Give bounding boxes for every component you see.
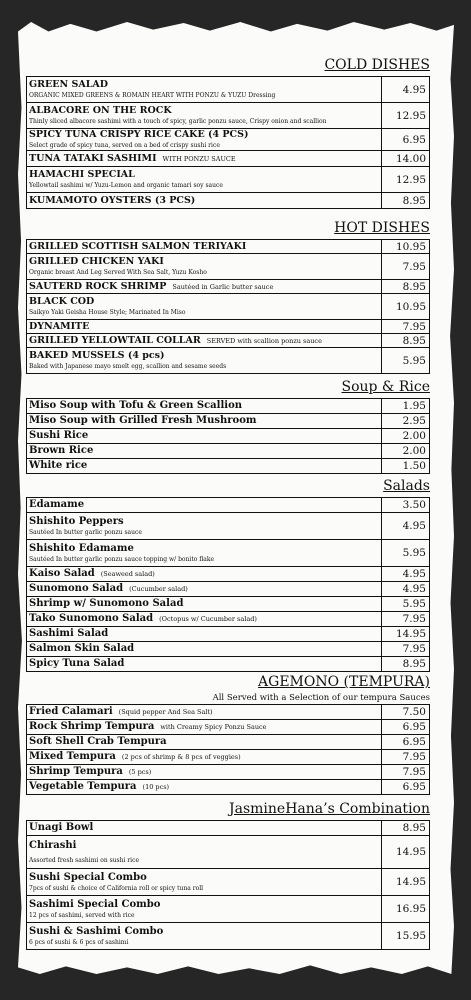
- menu-item-cell: [27, 167, 382, 193]
- menu-item-note: (5 pcs): [128, 768, 152, 776]
- menu-item-price: 8.95: [382, 193, 430, 209]
- menu-item-row: [27, 627, 430, 642]
- menu-item-name: [29, 296, 379, 308]
- menu-item-name-text: GREEN SALAD: [29, 79, 109, 90]
- menu-item-cell: [27, 151, 382, 167]
- menu-item-price: 7.95: [382, 612, 430, 627]
- menu-item-description: Sautéed In butter garlic ponzu sauce: [29, 528, 142, 536]
- menu-item-name: [29, 105, 379, 117]
- menu-item-cell: [27, 399, 382, 414]
- menu-item-name-text: DYNAMITE: [29, 320, 90, 332]
- menu-item-name: [29, 430, 379, 442]
- section-title: Soup & Rice: [341, 379, 430, 395]
- menu-item-price: 16.95: [382, 896, 430, 923]
- menu-item-name-text: Sashimi Salad: [29, 628, 109, 639]
- menu-item-name: [29, 751, 379, 763]
- menu-item-row: [27, 642, 430, 657]
- section-jasminehana-s-combination: [26, 800, 430, 950]
- menu-item-price: 4.95: [382, 77, 430, 103]
- section-agemono-tempura: [26, 673, 430, 795]
- menu-item-row: [27, 836, 430, 869]
- menu-item-name: [29, 445, 379, 457]
- menu-item-cell: [27, 444, 382, 459]
- menu-item-name-text: BLACK COD: [29, 296, 95, 307]
- menu-item-row: [27, 821, 430, 836]
- menu-item-cell: [27, 348, 382, 374]
- menu-item-note: with Creamy Spicy Ponzu Sauce: [160, 723, 267, 731]
- menu-item-name: [29, 460, 379, 472]
- menu-item-name-text: Shishito Edamame: [29, 542, 134, 554]
- menu-table: [26, 76, 430, 209]
- menu-item-name-text: GRILLED SCOTTISH SALMON TERIYAKI: [29, 240, 247, 252]
- menu-item-row: [27, 720, 430, 735]
- menu-item-description: ORGANIC MIXED GREENS & ROMAIN HEART WITH PONZU & YUZU Dressing: [29, 92, 276, 99]
- menu-item-row: [27, 567, 430, 582]
- menu-item-description: Thinly sliced albacore sashimi with a touch of spicy, garlic ponzu sauce, Crispy onion and scallion: [29, 118, 327, 125]
- menu-item-price: 10.95: [382, 294, 430, 320]
- menu-item-price: 4.95: [382, 582, 430, 597]
- menu-item-name: [29, 583, 379, 595]
- menu-item-name: [29, 281, 379, 293]
- menu-item-description: Yellowtail sashimi w/ Yuzu-Lemon and organic tamari soy sauce: [29, 182, 223, 189]
- menu-item-price: 12.95: [382, 103, 430, 129]
- menu-item-name-text: SPICY TUNA CRISPY RICE CAKE (4 PCS): [29, 129, 249, 140]
- menu-item-cell: [27, 429, 382, 444]
- menu-item-description: 7pcs of sushi & choice of California roll or spicy tuna roll: [29, 884, 204, 892]
- menu-item-row: [27, 582, 430, 597]
- menu-item-row: [27, 540, 430, 567]
- menu-item-name-text: Sushi Special Combo: [29, 871, 147, 883]
- menu-item-name-text: Miso Soup with Grilled Fresh Mushroom: [29, 415, 257, 426]
- menu-item-cell: [27, 642, 382, 657]
- menu-item-name-text: TUNA TATAKI SASHIMI: [29, 152, 157, 164]
- menu-item-row: [27, 399, 430, 414]
- menu-item-cell: [27, 735, 382, 750]
- menu-item-row: [27, 334, 430, 348]
- menu-item-row: [27, 193, 430, 209]
- menu-item-name: [29, 598, 379, 610]
- menu-item-name: [29, 872, 379, 884]
- menu-item-name: [29, 568, 379, 580]
- menu-item-cell: [27, 414, 382, 429]
- menu-item-row: [27, 896, 430, 923]
- menu-item-note: (Squid pepper And Sea Salt): [118, 708, 213, 716]
- menu-item-price: 10.95: [382, 240, 430, 254]
- menu-item-row: [27, 294, 430, 320]
- menu-item-price: 5.95: [382, 540, 430, 567]
- menu-item-price: 8.95: [382, 280, 430, 294]
- menu-item-cell: [27, 627, 382, 642]
- menu-item-description: 12 pcs of sashimi, served with rice: [29, 911, 135, 919]
- menu-item-row: [27, 923, 430, 950]
- menu-item-name: [29, 321, 379, 333]
- menu-item-description: Sautéed In butter garlic ponzu sauce topping w/ bonito flake: [29, 555, 215, 563]
- section-salads: [26, 477, 430, 672]
- menu-item-price: 3.50: [382, 498, 430, 513]
- menu-item-name-text: Unagi Bowl: [29, 822, 94, 833]
- section-title: Salads: [383, 478, 430, 494]
- menu-item-price: 1.95: [382, 399, 430, 414]
- menu-item-name-text: KUMAMOTO OYSTERS (3 PCS): [29, 194, 196, 206]
- menu-item-name: [29, 516, 379, 528]
- menu-item-price: 8.95: [382, 657, 430, 672]
- menu-item-name: [29, 613, 379, 625]
- menu-item-cell: [27, 923, 382, 950]
- menu-item-row: [27, 765, 430, 780]
- menu-item-row: [27, 750, 430, 765]
- menu-item-name: [29, 415, 379, 427]
- menu-item-cell: [27, 869, 382, 896]
- menu-item-price: 8.95: [382, 334, 430, 348]
- menu-item-row: [27, 129, 430, 151]
- menu-item-note: (Octopus w/ Cucumber salad): [159, 615, 257, 623]
- menu-item-note: (Seaweed salad): [100, 570, 155, 578]
- menu-item-name: [29, 153, 379, 165]
- menu-item-name: [29, 335, 379, 347]
- menu-item-row: [27, 167, 430, 193]
- menu-item-name: [29, 195, 379, 207]
- menu-item-cell: [27, 513, 382, 540]
- menu-item-cell: [27, 567, 382, 582]
- menu-item-cell: [27, 77, 382, 103]
- menu-item-description: Organic breast And Leg Served With Sea Salt, Yuzu Kosho: [29, 269, 207, 276]
- menu-item-name-text: BAKED MUSSELS (4 pcs): [29, 350, 165, 361]
- menu-item-cell: [27, 240, 382, 254]
- menu-item-row: [27, 597, 430, 612]
- menu-item-cell: [27, 705, 382, 720]
- menu-item-name-text: ALBACORE ON THE ROCK: [29, 105, 172, 116]
- section-title: AGEMONO (TEMPURA): [258, 674, 430, 690]
- menu-item-price: 15.95: [382, 923, 430, 950]
- menu-item-row: [27, 657, 430, 672]
- menu-item-row: [27, 444, 430, 459]
- menu-item-row: [27, 513, 430, 540]
- menu-item-cell: [27, 612, 382, 627]
- menu-item-note: SERVED with scallion ponzu sauce: [206, 336, 322, 345]
- menu-item-cell: [27, 320, 382, 334]
- menu-item-name: [29, 643, 379, 655]
- menu-item-price: 4.95: [382, 513, 430, 540]
- menu-item-name: [29, 79, 379, 91]
- menu-item-price: 6.95: [382, 129, 430, 151]
- menu-item-name-text: Mixed Tempura: [29, 751, 116, 762]
- menu-item-name: [29, 822, 379, 834]
- menu-item-name: [29, 781, 379, 793]
- menu-item-price: 7.95: [382, 642, 430, 657]
- menu-item-price: 7.95: [382, 320, 430, 334]
- menu-item-name-text: GRILLED CHICKEN YAKI: [29, 256, 164, 267]
- menu-item-price: 14.95: [382, 627, 430, 642]
- menu-item-name-text: Soft Shell Crab Tempura: [29, 736, 167, 747]
- menu-item-price: 2.00: [382, 444, 430, 459]
- menu-item-row: [27, 459, 430, 474]
- section-soup-rice: [26, 378, 430, 474]
- menu-item-name-text: SAUTERD ROCK SHRIMP: [29, 280, 167, 292]
- menu-item-name-text: Tako Sunomono Salad: [29, 613, 154, 624]
- menu-item-cell: [27, 459, 382, 474]
- menu-item-name: [29, 241, 379, 253]
- menu-item-row: [27, 498, 430, 513]
- menu-item-price: 14.95: [382, 836, 430, 869]
- menu-item-row: [27, 348, 430, 374]
- section-title: HOT DISHES: [334, 220, 430, 236]
- menu-item-name: [29, 721, 379, 733]
- menu-item-price: 7.50: [382, 705, 430, 720]
- menu-item-name: [29, 840, 379, 852]
- menu-item-name-text: Edamame: [29, 499, 85, 510]
- menu-item-name-text: Rock Shrimp Tempura: [29, 721, 155, 732]
- menu-item-name-text: Vegetable Tempura: [29, 781, 137, 792]
- menu-item-note: Sautéed in Garlic butter sauce: [172, 282, 274, 291]
- menu-item-name-text: Shrimp w/ Sunomono Salad: [29, 598, 184, 609]
- menu-item-price: 1.50: [382, 459, 430, 474]
- menu-item-name-text: Sashimi Special Combo: [29, 898, 161, 910]
- menu-item-name: [29, 766, 379, 778]
- menu-item-cell: [27, 254, 382, 280]
- menu-item-cell: [27, 821, 382, 836]
- menu-item-name-text: Sushi Rice: [29, 430, 89, 441]
- menu-item-cell: [27, 780, 382, 795]
- menu-table: [26, 704, 430, 795]
- menu-item-cell: [27, 750, 382, 765]
- menu-item-row: [27, 151, 430, 167]
- menu-item-description: Baked with Japanese mayo smelt egg, scallion and sesame seeds: [29, 363, 227, 370]
- menu-item-cell: [27, 765, 382, 780]
- menu-item-name: [29, 899, 379, 911]
- menu-item-description: Select grade of spicy tuna, served on a bed of crispy sushi rice: [29, 142, 220, 149]
- menu-item-cell: [27, 896, 382, 923]
- menu-item-row: [27, 869, 430, 896]
- section-cold-dishes: [26, 56, 430, 209]
- menu-item-name-text: Kaiso Salad: [29, 568, 95, 579]
- menu-item-name: [29, 706, 379, 718]
- section-title: JasmineHana’s Combination: [229, 801, 430, 817]
- menu-item-name-text: Shrimp Tempura: [29, 766, 123, 777]
- menu-item-note: (2 pcs of shrimp & 8 pcs of veggies): [121, 753, 241, 761]
- menu-item-name-text: Fried Calamari: [29, 706, 113, 717]
- menu-item-row: [27, 254, 430, 280]
- menu-item-note: WITH PONZU SAUCE: [162, 154, 236, 163]
- menu-table: [26, 398, 430, 474]
- menu-item-row: [27, 612, 430, 627]
- menu-item-price: 14.00: [382, 151, 430, 167]
- menu-item-row: [27, 103, 430, 129]
- menu-table: [26, 239, 430, 374]
- menu-item-name: [29, 543, 379, 555]
- menu-item-cell: [27, 294, 382, 320]
- menu-item-row: [27, 735, 430, 750]
- menu-item-price: 7.95: [382, 750, 430, 765]
- menu-item-name: [29, 129, 379, 141]
- menu-item-cell: [27, 193, 382, 209]
- menu-item-price: 14.95: [382, 869, 430, 896]
- menu-table: [26, 820, 430, 950]
- menu-item-price: 12.95: [382, 167, 430, 193]
- menu-item-name-text: Chirashi: [29, 839, 77, 851]
- section-title: COLD DISHES: [324, 57, 430, 73]
- section-subtitle: All Served with a Selection of our tempura Sauces: [212, 693, 430, 703]
- menu-item-description: 6 pcs of sushi & 6 pcs of sashimi: [29, 938, 129, 946]
- menu-item-price: 7.95: [382, 254, 430, 280]
- menu-item-price: 7.95: [382, 765, 430, 780]
- menu-item-row: [27, 280, 430, 294]
- menu-item-row: [27, 320, 430, 334]
- menu-item-name: [29, 658, 379, 670]
- menu-item-price: 6.95: [382, 780, 430, 795]
- menu-item-name: [29, 736, 379, 748]
- menu-item-name: [29, 499, 379, 511]
- menu-item-cell: [27, 582, 382, 597]
- menu-item-cell: [27, 657, 382, 672]
- menu-item-price: 4.95: [382, 567, 430, 582]
- menu-item-row: [27, 780, 430, 795]
- menu-item-price: 8.95: [382, 821, 430, 836]
- menu-item-name: [29, 628, 379, 640]
- section-hot-dishes: [26, 219, 430, 374]
- menu-table: [26, 497, 430, 672]
- menu-item-row: [27, 429, 430, 444]
- menu-item-description: Assorted fresh sashimi on sushi rice: [29, 856, 140, 864]
- menu-item-name-text: Sushi & Sashimi Combo: [29, 925, 164, 937]
- menu-item-row: [27, 414, 430, 429]
- menu-item-name-text: Shishito Peppers: [29, 515, 124, 527]
- menu-item-price: 2.00: [382, 429, 430, 444]
- menu-item-price: 5.95: [382, 348, 430, 374]
- menu-item-name: [29, 400, 379, 412]
- menu-item-price: 2.95: [382, 414, 430, 429]
- menu-item-name-text: GRILLED YELLOWTAIL COLLAR: [29, 334, 201, 346]
- menu-item-cell: [27, 597, 382, 612]
- menu-item-cell: [27, 720, 382, 735]
- menu-item-cell: [27, 498, 382, 513]
- menu-item-name-text: Spicy Tuna Salad: [29, 658, 125, 669]
- menu-item-name-text: Brown Rice: [29, 445, 94, 456]
- menu-item-price: 6.95: [382, 735, 430, 750]
- menu-item-note: (Cucumber salad): [129, 585, 188, 593]
- menu-item-price: 5.95: [382, 597, 430, 612]
- menu-item-name: [29, 256, 379, 268]
- menu-item-price: 6.95: [382, 720, 430, 735]
- menu-item-note: (10 pcs): [142, 783, 170, 791]
- menu-item-name-text: Sunomono Salad: [29, 583, 124, 594]
- menu-item-cell: [27, 129, 382, 151]
- menu-item-cell: [27, 103, 382, 129]
- menu-item-cell: [27, 540, 382, 567]
- menu-item-row: [27, 705, 430, 720]
- menu-item-name-text: Salmon Skin Salad: [29, 643, 135, 654]
- menu-item-cell: [27, 280, 382, 294]
- menu-item-name-text: White rice: [29, 460, 88, 471]
- menu-item-name: [29, 169, 379, 181]
- menu-item-row: [27, 77, 430, 103]
- menu-item-cell: [27, 836, 382, 869]
- menu-item-name: [29, 350, 379, 362]
- menu-item-name: [29, 926, 379, 938]
- menu-item-row: [27, 240, 430, 254]
- menu-item-description: Saikyo Yaki Geisha House Style; Marinated In Miso: [29, 309, 186, 316]
- menu-item-cell: [27, 334, 382, 348]
- menu-item-name-text: HAMACHI SPECIAL: [29, 169, 135, 180]
- menu-item-name-text: Miso Soup with Tofu & Green Scallion: [29, 400, 243, 411]
